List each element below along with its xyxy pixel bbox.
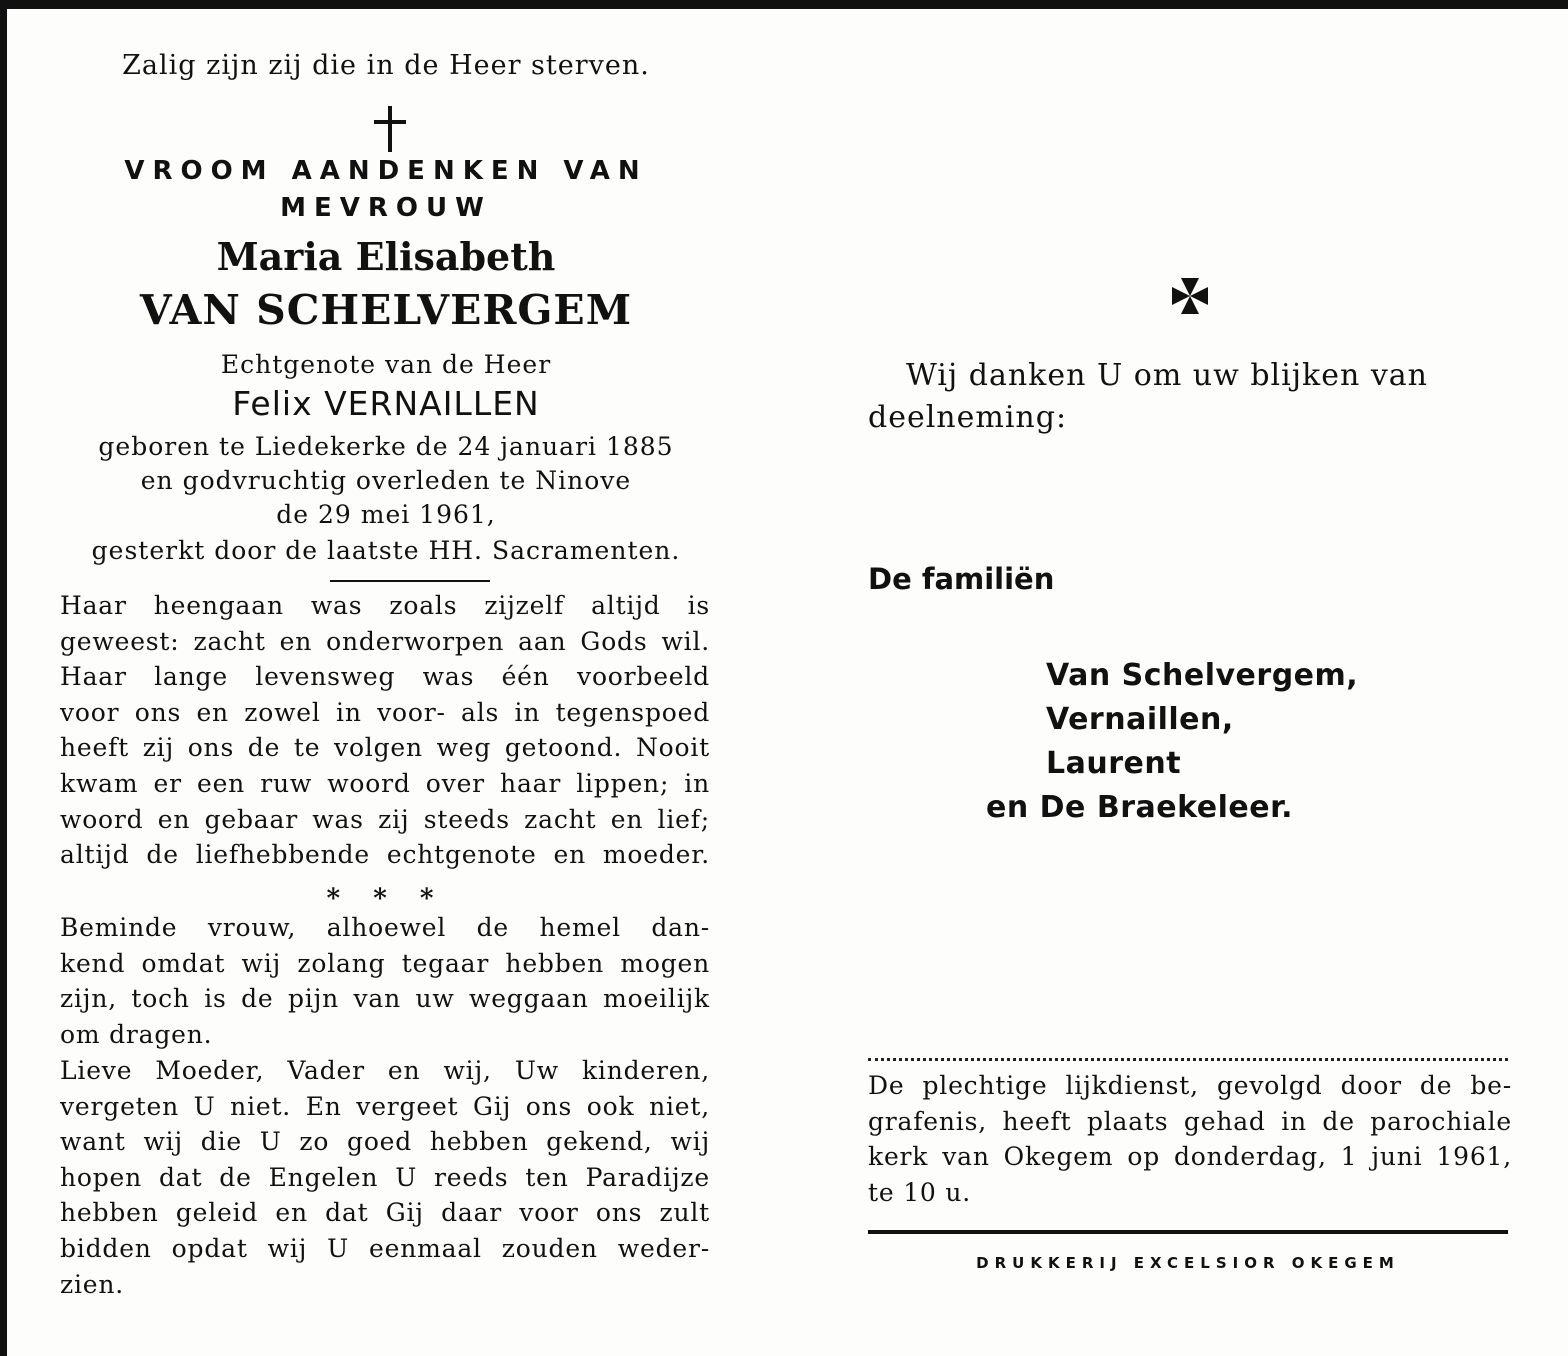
heading-mevrouw: MEVROUW xyxy=(280,193,492,223)
family-name: Vernaillen, xyxy=(1046,702,1234,737)
maltese-cross-icon xyxy=(1170,276,1210,316)
family-name: en De Braekeleer. xyxy=(986,790,1293,825)
deceased-surname: VAN SCHELVERGEM xyxy=(139,286,633,334)
divider xyxy=(330,580,490,582)
paragraph-1-line: Haar lange levensweg was één voorbeeld xyxy=(60,662,710,692)
paragraph-2-line: zijn, toch is de pijn van uw weggaan moeilijk xyxy=(60,984,710,1014)
dotted-divider xyxy=(868,1058,1508,1061)
printer-credit: DRUKKERIJ EXCELSIOR OKEGEM xyxy=(976,1254,1400,1272)
paragraph-1-line: heeft zij ons de te volgen weg getoond. Nooit xyxy=(60,733,710,763)
paragraph-3-line: zien. xyxy=(60,1269,125,1299)
paragraph-1 xyxy=(60,588,710,873)
paragraph-1-line: kwam er een ruw woord over haar lippen; in xyxy=(60,768,710,798)
funeral-service-text xyxy=(868,1068,1512,1210)
paragraph-3-line: hebben geleid en dat Gij daar voor ons zult xyxy=(60,1198,710,1228)
thanks-text xyxy=(868,355,1518,439)
paragraph-3 xyxy=(60,1053,710,1302)
paragraph-3-line: bidden opdat wij U eenmaal zouden weder- xyxy=(60,1233,710,1263)
service-line: De plechtige lijkdienst, gevolgd door de be- xyxy=(868,1071,1512,1100)
paragraph-2-line: om dragen. xyxy=(60,1019,213,1049)
paragraph-1-line: voor ons en zowel in voor- als in tegenspoed xyxy=(60,697,710,727)
paragraph-2 xyxy=(60,910,710,1052)
service-line: grafenis, heeft plaats gehad in de parochiale xyxy=(868,1106,1512,1136)
paragraph-3-line: vergeten U niet. En vergeet Gij ons ook niet, xyxy=(60,1091,710,1121)
thanks-line: Wij danken U om uw blijken van xyxy=(906,358,1428,393)
latin-cross-icon xyxy=(370,106,410,156)
solid-divider xyxy=(868,1230,1508,1234)
death-info-1: en godvruchtig overleden te Ninove xyxy=(140,466,632,495)
stars-separator: * * * xyxy=(326,884,446,914)
paragraph-1-line: geweest: zacht en onderworpen aan Gods wil. xyxy=(60,626,710,656)
heading-vroom-aandenken: VROOM AANDENKEN VAN xyxy=(124,156,648,186)
spouse-name: Felix VERNAILLEN xyxy=(232,384,540,423)
paragraph-3-line: want wij die U zo goed hebben gekend, wij xyxy=(60,1127,710,1157)
thanks-line: deelneming: xyxy=(868,400,1068,435)
paragraph-3-line: Lieve Moeder, Vader en wij, Uw kinderen, xyxy=(60,1056,710,1085)
families-title: De familiën xyxy=(868,562,1055,596)
death-info-2: de 29 mei 1961, xyxy=(276,500,496,529)
paragraph-1-line: woord en gebaar was zij steeds zacht en lief; xyxy=(60,804,710,834)
service-line: te 10 u. xyxy=(868,1177,971,1207)
paragraph-1-line: altijd de liefhebbende echtgenote en moeder. xyxy=(60,840,710,870)
left-edge-shadow xyxy=(0,0,7,1356)
spouse-intro: Echtgenote van de Heer xyxy=(220,350,552,379)
epigraph: Zalig zijn zij die in de Heer sterven. xyxy=(122,50,650,81)
paragraph-3-line: hopen dat de Engelen U reeds ten Paradijze xyxy=(60,1162,710,1192)
family-name: Laurent xyxy=(1046,746,1182,781)
top-edge-shadow xyxy=(0,0,1568,9)
paragraph-1-line: Haar heengaan was zoals zijzelf altijd is xyxy=(60,591,710,620)
service-line: kerk van Okegem op donderdag, 1 juni 1961, xyxy=(868,1142,1512,1171)
birth-info: geboren te Liedekerke de 24 januari 1885 xyxy=(98,432,674,461)
deceased-first-names: Maria Elisabeth xyxy=(216,234,556,279)
family-name: Van Schelvergem, xyxy=(1046,658,1359,693)
paragraph-2-line: kend omdat wij zolang tegaar hebben mogen xyxy=(60,948,710,978)
paragraph-2-line: Beminde vrouw, alhoewel de hemel dan- xyxy=(60,913,710,942)
sacraments: gesterkt door de laatste HH. Sacramenten. xyxy=(91,536,681,565)
